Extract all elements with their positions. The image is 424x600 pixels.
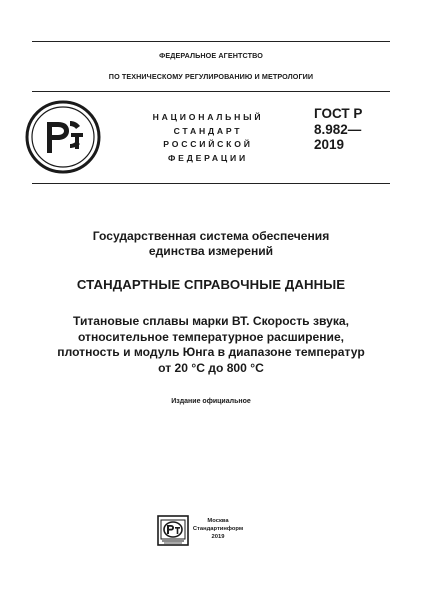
publication-year: 2019 bbox=[211, 534, 225, 540]
gost-number-block bbox=[314, 106, 362, 153]
gost-label: ГОСТ Р bbox=[314, 106, 363, 121]
subtitle-line-4: от 20 °C до 800 °C bbox=[158, 360, 264, 375]
standard-word-national: НАЦИОНАЛЬНЫЙ bbox=[152, 112, 264, 122]
top-rule bbox=[32, 41, 390, 42]
agency-rule bbox=[32, 91, 390, 92]
publisher-block bbox=[192, 517, 244, 541]
gost-year: 2019 bbox=[314, 137, 345, 152]
gost-number: 8.982— bbox=[314, 121, 362, 137]
measurement-system-heading bbox=[32, 229, 390, 259]
standard-word-russian: РОССИЙСКОЙ bbox=[163, 139, 253, 150]
standartinform-logo-icon bbox=[157, 515, 189, 546]
subtitle-line-3: плотность и модуль Юнга в диапазоне температур bbox=[57, 345, 365, 360]
standard-type-block bbox=[143, 111, 273, 165]
publisher-city: Москва bbox=[207, 518, 229, 524]
document-main-title: СТАНДАРТНЫЕ СПРАВОЧНЫЕ ДАННЫЕ bbox=[76, 277, 346, 292]
standard-rule bbox=[32, 183, 390, 184]
standard-word-standard: СТАНДАРТ bbox=[173, 125, 243, 136]
publisher-name: Стандартинформ bbox=[192, 526, 244, 532]
measurement-system-line-1: Государственная система обеспечения bbox=[92, 229, 330, 243]
measurement-system-line-2: единства измерений bbox=[148, 244, 274, 258]
standard-word-federation: ФЕДЕРАЦИИ bbox=[168, 152, 248, 163]
subtitle-line-2: относительное температурное расширение, bbox=[77, 329, 345, 344]
subtitle-line-1: Титановые сплавы марки ВТ. Скорость звука, bbox=[73, 314, 349, 328]
gost-r-emblem-icon bbox=[25, 100, 101, 174]
edition-note: Издание официальное bbox=[171, 398, 251, 405]
document-subtitle bbox=[32, 314, 390, 376]
agency-name-line-2: ПО ТЕХНИЧЕСКОМУ РЕГУЛИРОВАНИЮ И МЕТРОЛОГИИ bbox=[108, 72, 314, 81]
agency-name-line-1: ФЕДЕРАЛЬНОЕ АГЕНТСТВО bbox=[159, 51, 263, 60]
